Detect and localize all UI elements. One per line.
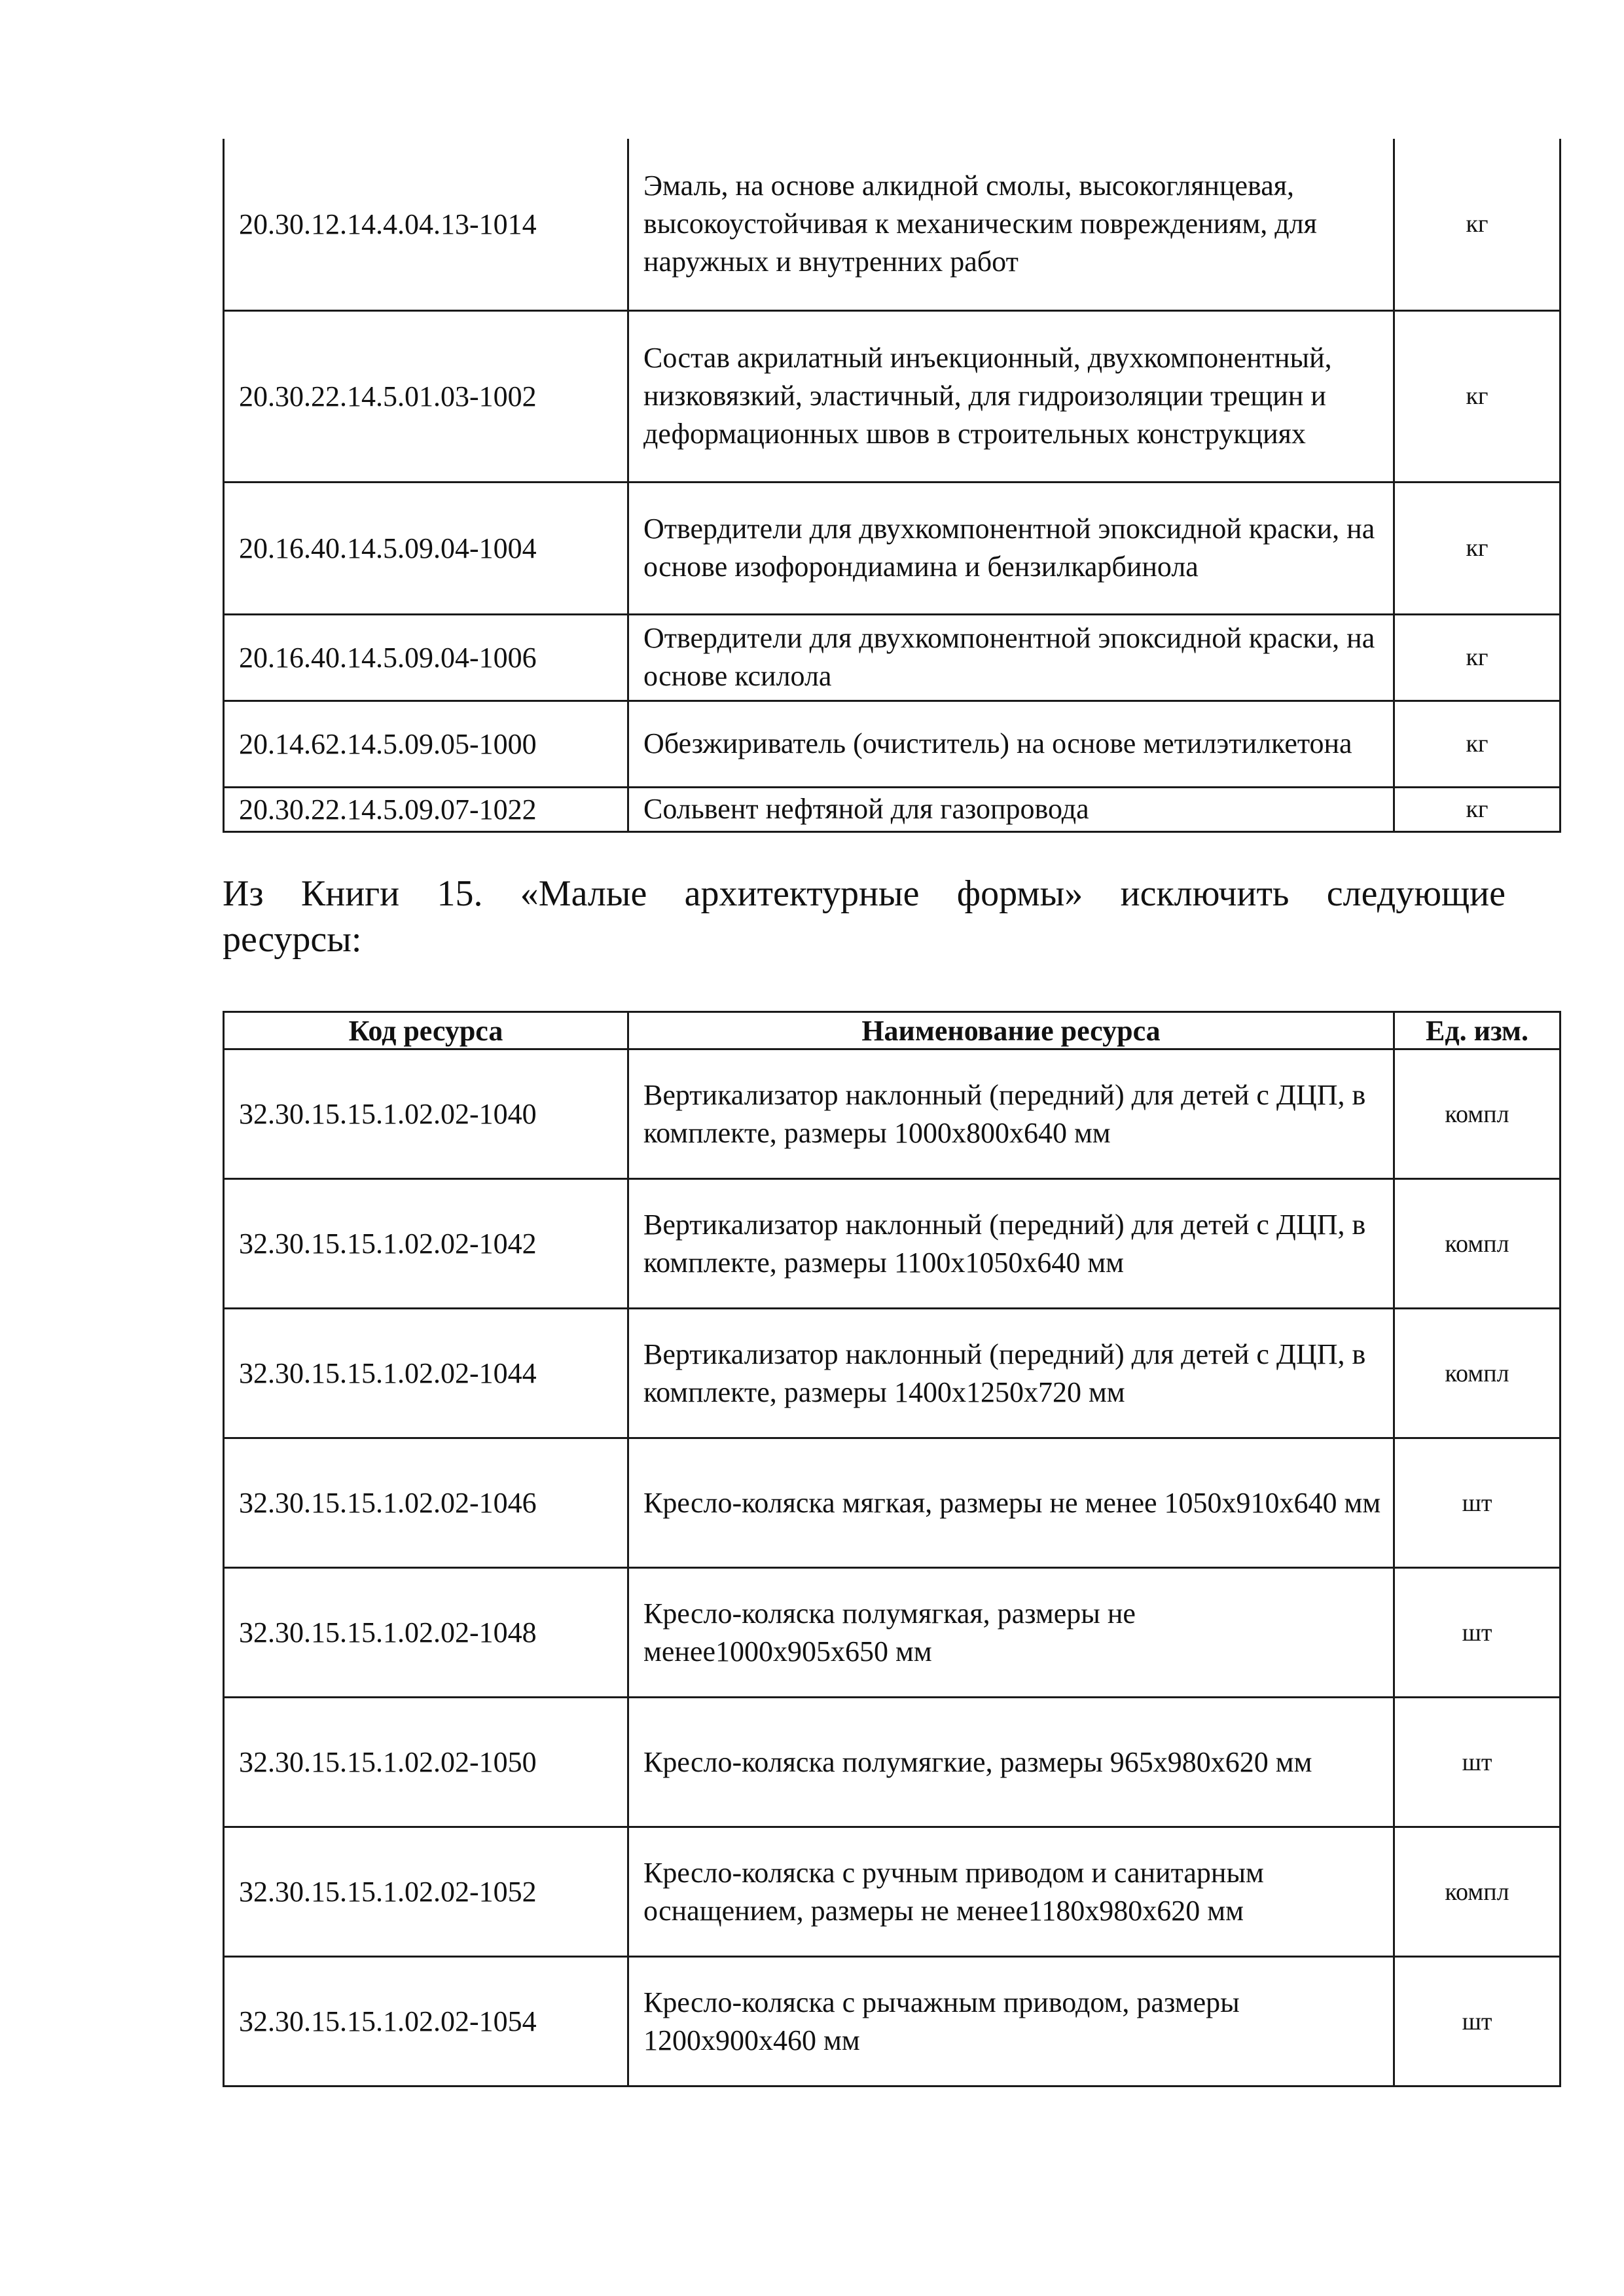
resource-code: 32.30.15.15.1.02.02-1040 [224, 1049, 628, 1179]
exclusion-paragraph [223, 871, 1506, 962]
resource-code: 20.30.22.14.5.09.07-1022 [224, 787, 628, 831]
table-row [224, 1568, 1561, 1698]
resource-unit: шт [1394, 1438, 1561, 1568]
resource-unit: компл [1394, 1179, 1561, 1309]
resource-code: 32.30.15.15.1.02.02-1048 [224, 1568, 628, 1698]
table-row [224, 1049, 1561, 1179]
resource-code: 20.14.62.14.5.09.05-1000 [224, 701, 628, 787]
resource-name: Сольвент нефтяной для газопровода [628, 787, 1394, 831]
resource-name: Отвердители для двухкомпонентной эпоксидной краски, на основе изофорондиамина и бензилкарбинола [628, 482, 1394, 614]
resource-code: 32.30.15.15.1.02.02-1052 [224, 1827, 628, 1957]
resource-unit: компл [1394, 1049, 1561, 1179]
resource-name: Кресло-коляска с ручным приводом и санитарным оснащением, размеры не менее1180х980х620 мм [628, 1827, 1394, 1957]
table-row [224, 139, 1561, 310]
header-code: Код ресурса [224, 1012, 628, 1049]
resource-unit: компл [1394, 1309, 1561, 1438]
resource-unit: кг [1394, 310, 1561, 482]
resource-unit: компл [1394, 1827, 1561, 1957]
resource-unit: кг [1394, 787, 1561, 831]
resource-code: 20.30.12.14.4.04.13-1014 [224, 139, 628, 310]
resource-name: Эмаль, на основе алкидной смолы, высокоглянцевая, высокоустойчивая к механическим повреждениям, для наружных и внутренних работ [628, 139, 1394, 310]
paragraph-line-1: Из Книги 15. «Малые архитектурные формы» исключить следующие [223, 873, 1506, 914]
resource-unit: кг [1394, 139, 1561, 310]
resource-unit: кг [1394, 614, 1561, 701]
paragraph-line-2: ресурсы: [223, 919, 362, 960]
table-row [224, 787, 1561, 831]
resource-code: 32.30.15.15.1.02.02-1046 [224, 1438, 628, 1568]
resource-name: Кресло-коляска с рычажным приводом, размеры 1200х900х460 мм [628, 1957, 1394, 2086]
resource-unit: кг [1394, 482, 1561, 614]
table-row [224, 1698, 1561, 1827]
resource-code: 32.30.15.15.1.02.02-1054 [224, 1957, 628, 2086]
resource-unit: шт [1394, 1698, 1561, 1827]
resource-name: Кресло-коляска мягкая, размеры не менее 1050х910х640 мм [628, 1438, 1394, 1568]
resource-name: Состав акрилатный инъекционный, двухкомпонентный, низковязкий, эластичный, для гидроизоляции трещин и деформационных швов в строительных конструкциях [628, 310, 1394, 482]
resource-name: Отвердители для двухкомпонентной эпоксидной краски, на основе ксилола [628, 614, 1394, 701]
table-row [224, 1179, 1561, 1309]
table-header-row [224, 1012, 1561, 1049]
resource-name: Вертикализатор наклонный (передний) для детей с ДЦП, в комплекте, размеры 1000х800х640 мм [628, 1049, 1394, 1179]
resource-name: Обезжириватель (очиститель) на основе метилэтилкетона [628, 701, 1394, 787]
table-row [224, 1957, 1561, 2086]
resource-unit: шт [1394, 1957, 1561, 2086]
resource-code: 32.30.15.15.1.02.02-1042 [224, 1179, 628, 1309]
resource-name: Кресло-коляска полумягкие, размеры 965х980х620 мм [628, 1698, 1394, 1827]
header-unit: Ед. изм. [1394, 1012, 1561, 1049]
table-row [224, 614, 1561, 701]
table-row [224, 1438, 1561, 1568]
table-row [224, 1827, 1561, 1957]
resource-code: 20.16.40.14.5.09.04-1004 [224, 482, 628, 614]
table-row [224, 482, 1561, 614]
resource-code: 20.30.22.14.5.01.03-1002 [224, 310, 628, 482]
resources-table [223, 1011, 1561, 2087]
resource-code: 32.30.15.15.1.02.02-1044 [224, 1309, 628, 1438]
resource-code: 32.30.15.15.1.02.02-1050 [224, 1698, 628, 1827]
resource-name: Вертикализатор наклонный (передний) для детей с ДЦП, в комплекте, размеры 1100х1050х640 мм [628, 1179, 1394, 1309]
resources-table-continued [223, 139, 1561, 833]
table-row [224, 310, 1561, 482]
resource-unit: кг [1394, 701, 1561, 787]
header-name: Наименование ресурса [628, 1012, 1394, 1049]
resource-name: Вертикализатор наклонный (передний) для детей с ДЦП, в комплекте, размеры 1400х1250х720 мм [628, 1309, 1394, 1438]
resource-unit: шт [1394, 1568, 1561, 1698]
resource-code: 20.16.40.14.5.09.04-1006 [224, 614, 628, 701]
table-row [224, 1309, 1561, 1438]
table-row [224, 701, 1561, 787]
resource-name: Кресло-коляска полумягкая, размеры не менее1000х905х650 мм [628, 1568, 1394, 1698]
